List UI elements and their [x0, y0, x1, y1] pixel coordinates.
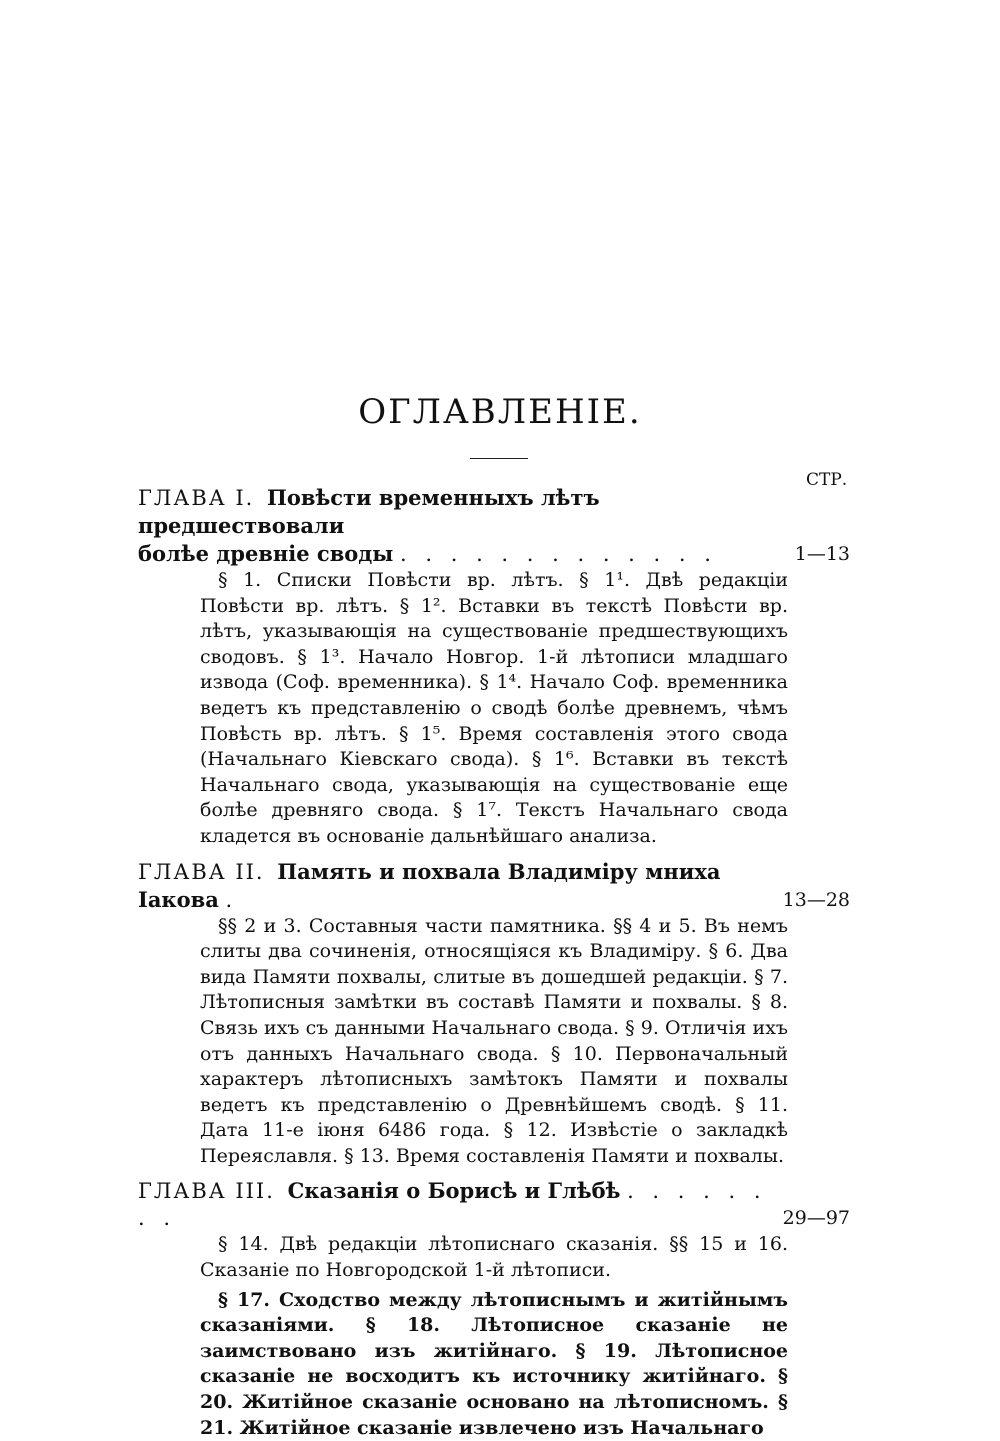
chapter-title: Сказанія о Борисѣ и Глѣбѣ	[287, 1178, 621, 1204]
chapter-pages: 13—28	[782, 888, 850, 911]
chapter-summary: § 1. Списки Повѣсти вр. лѣтъ. § 1¹. Двѣ редакціи Повѣсти вр. лѣтъ. § 1². Вставки въ текстѣ Повѣсти вр. лѣтъ, указывающія на существованіе предшествующихъ сводовъ. § 1³. Начало Новгор. 1-й лѣтописи младшаго извода (Соф. временника). § 1⁴. Начало Соф. временника ведетъ къ представленію о сводѣ болѣе древнемъ, чѣмъ Повѣсть вр. лѣтъ. § 1⁵. Время составленія этого свода (Начальнаго Кіевскаго свода). § 1⁶. Вставки въ текстѣ Начальнаго свода, указывающія на существованіе еще болѣе древняго свода. § 1⁷. Текстъ Начальнаго свода кладется въ основаніе дальнѣйшаго анализа.	[200, 569, 788, 847]
leader-dots: .	[225, 887, 239, 912]
chapter-summary: §§ 2 и 3. Составныя части памятника. §§ 4 и 5. Въ немъ слиты два сочиненія, относящіяся къ Владиміру. § 6. Два вида Памяти похвалы, слитые въ дошедшей редакціи. § 7. Лѣтописныя замѣтки въ составѣ Памяти и похвалы. § 8. Связь ихъ съ данными Начальнаго свода. § 9. Отличія ихъ отъ данныхъ Начальнаго свода. § 10. Первоначальный характеръ лѣтописныхъ замѣтокъ Памяти и похвалы ведетъ къ представленію о Древнѣйшемъ сводѣ. § 11. Дата 11-е іюня 6486 года. § 12. Извѣстіе о закладкѣ Переяславля. § 13. Время составленія Памяти и похвалы.	[200, 914, 788, 1167]
chapter-title-continued: болѣе древніе своды	[138, 541, 394, 566]
chapter-label: ГЛАВА I.	[138, 486, 255, 510]
chapter-1-heading	[138, 484, 850, 568]
page-column-label: СТР.	[806, 470, 848, 490]
leader-dots: . . . . . . . . . . . . .	[400, 542, 717, 566]
chapter-label: ГЛАВА III.	[138, 1179, 275, 1204]
leader-dots: . . . . . . . .	[138, 1179, 767, 1231]
chapter-summary: § 14. Двѣ редакціи лѣтописнаго сказанія. §§ 15 и 16. Сказаніе по Новгородской 1-й лѣтописи.	[200, 1233, 788, 1282]
heading-rule	[470, 458, 528, 459]
chapter-title: Повѣсти временныхъ лѣтъ предшествовали	[138, 485, 600, 538]
chapter-pages: 29—97	[782, 1207, 850, 1230]
chapter-label: ГЛАВА II.	[138, 859, 265, 884]
chapter-summary: § 17. Сходство между лѣтописнымъ и житійнымъ сказаніями. § 18. Лѣтописное сказаніе не заимствовано изъ житійнаго. § 19. Лѣтописное сказаніе не восходитъ къ источнику житійнаго. § 20. Житійное сказаніе основано на лѣтописномъ. § 21. Житійное сказаніе извлечено изъ Начальнаго	[200, 1288, 788, 1439]
table-of-contents	[138, 484, 850, 1441]
chapter-3-heading	[138, 1177, 850, 1232]
chapter-2-heading	[138, 858, 850, 914]
chapter-title: Память и похвала Владиміру мниха Іакова	[138, 858, 721, 912]
toc-heading: ОГЛАВЛЕНІЕ.	[358, 392, 642, 432]
chapter-pages: 1—13	[794, 543, 850, 565]
